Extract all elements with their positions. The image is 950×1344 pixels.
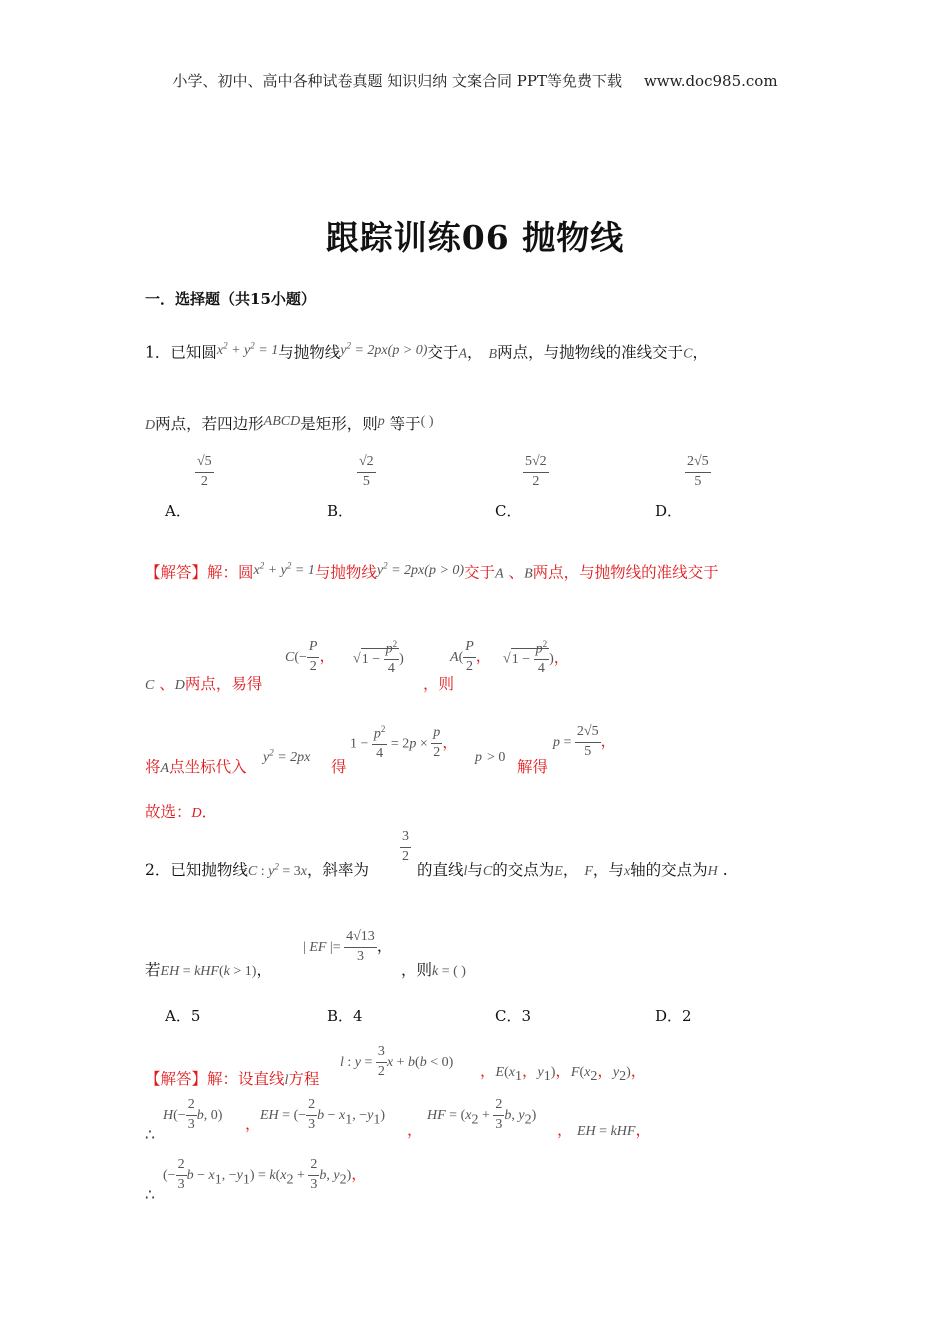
section-heading: 一．选择题（共15小题） [145, 290, 316, 308]
q1-solution-line1: 【解答】解：圆$x^2 + y^2 = 1$与抛物线$y^2 = 2px(p > 0)$交于A 、B两点，与抛物线的准线交于 [145, 560, 719, 582]
q2-option-c[interactable]: C．3 [495, 1007, 532, 1025]
q1-solution-answer: 故选：D． [145, 803, 218, 821]
q1-line1: 1．已知圆$x^2 + y^2 = 1$与抛物线$y^2 = 2px(p > 0)$交于A， B两点，与抛物线的准线交于C， [145, 340, 708, 362]
header-site[interactable]: www.doc985.com [643, 72, 778, 90]
q1-line2: D两点，若四边形ABCD是矩形，则p 等于( ) [145, 414, 434, 433]
q2-option-a[interactable]: A．5 [165, 1007, 201, 1025]
q2-option-d[interactable]: D．2 [655, 1007, 692, 1025]
page-title: 跟踪训练06 抛物线 [325, 218, 625, 257]
q2-option-b[interactable]: B．4 [327, 1007, 363, 1025]
page-header [0, 70, 950, 91]
header-text: 小学、初中、高中各种试卷真题 知识归纳 文案合同 PPT等免费下载 [172, 72, 622, 90]
